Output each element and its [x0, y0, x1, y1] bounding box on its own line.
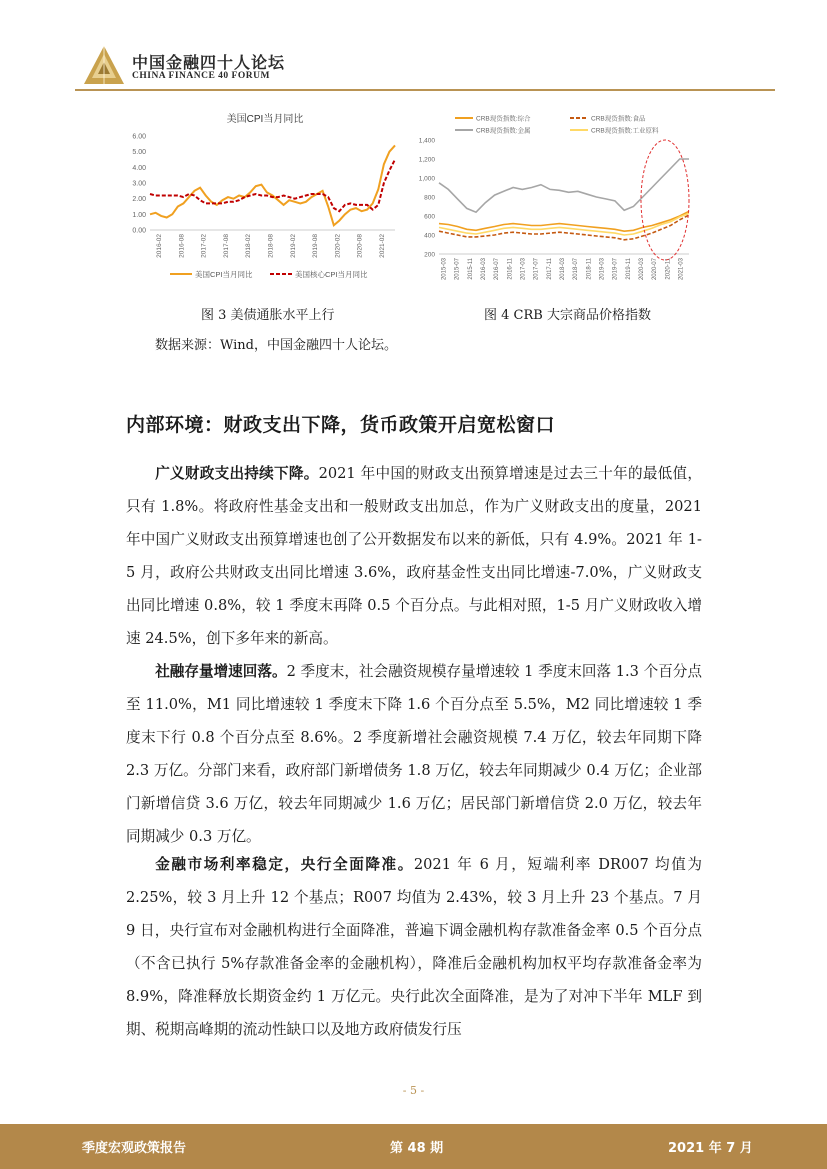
paragraph-social-financing	[126, 655, 702, 853]
x-tick-label: 2016-03	[481, 258, 488, 281]
x-tick-label: 2017-08	[222, 234, 230, 258]
x-tick-label: 2020-11	[665, 258, 672, 280]
figure-3-caption: 图 3 美债通胀水平上行	[201, 308, 335, 323]
series-line	[439, 159, 689, 212]
y-tick-label: 400	[424, 232, 435, 240]
y-tick-label: 600	[424, 213, 435, 221]
x-tick-label: 2015-07	[454, 258, 461, 281]
x-tick-label: 2018-11	[586, 258, 593, 280]
x-tick-label: 2020-08	[356, 234, 364, 258]
paragraph-fiscal	[126, 457, 702, 655]
y-tick-label: 1,200	[418, 156, 435, 164]
org-name-cn: 中国金融四十人论坛	[132, 53, 286, 72]
x-tick-label: 2020-03	[638, 258, 645, 281]
data-source-note: 数据来源：Wind，中国金融四十人论坛。	[155, 338, 397, 353]
legend-label: 美国核心CPI当月同比	[295, 270, 368, 279]
legend-label: CRB现货指数:综合	[476, 115, 531, 123]
x-tick-label: 2020-02	[334, 234, 342, 258]
x-tick-label: 2016-07	[494, 258, 501, 281]
y-tick-label: 4.00	[132, 164, 146, 172]
legend-label: 美国CPI当月同比	[195, 270, 253, 279]
figure-4-caption: 图 4 CRB 大宗商品价格指数	[484, 308, 651, 323]
y-tick-label: 3.00	[132, 180, 146, 188]
chart-title: 美国CPI当月同比	[226, 114, 304, 125]
header-divider	[75, 89, 775, 91]
highlight-ellipse	[641, 140, 689, 260]
x-tick-label: 2019-11	[625, 258, 632, 280]
section-title: 内部环境：财政支出下降，货币政策开启宽松窗口	[126, 414, 556, 436]
legend-label: CRB现货指数:金属	[476, 127, 531, 135]
footer-issue: 第 48 期	[390, 1141, 444, 1156]
x-tick-label: 2016-11	[507, 258, 514, 280]
x-tick-label: 2015-11	[467, 258, 474, 280]
paragraph-market-rates	[126, 848, 702, 1046]
series-line	[150, 160, 395, 212]
y-tick-label: 1,400	[418, 137, 435, 145]
x-tick-label: 2018-08	[267, 234, 275, 258]
footer-date: 2021 年 7 月	[668, 1141, 753, 1156]
y-tick-label: 2.00	[132, 196, 146, 204]
footer-report-name: 季度宏观政策报告	[82, 1141, 187, 1156]
legend-label: CRB现货指数:食品	[591, 115, 646, 123]
x-tick-label: 2018-02	[245, 234, 253, 258]
x-tick-label: 2021-03	[678, 258, 685, 281]
x-tick-label: 2016-08	[178, 234, 186, 258]
x-tick-label: 2018-07	[573, 258, 580, 281]
paragraph-lead: 金融市场利率稳定，央行全面降准。	[155, 856, 414, 873]
series-line	[150, 145, 395, 225]
page-footer	[0, 1124, 827, 1169]
y-tick-label: 200	[424, 251, 435, 259]
us-cpi-chart	[120, 108, 410, 288]
crb-index-chart	[415, 108, 700, 288]
x-tick-label: 2017-02	[200, 234, 208, 258]
y-tick-label: 800	[424, 194, 435, 202]
paragraph-text: 2021 年中国的财政支出预算增速是过去三十年的最低值，只有 1.8%。将政府性基金支出和一般财政支出加总，作为广义财政支出的度量，2021 年中国广义财政支出预算增速也创了公开数据发布以来的新低，只有 4.9%。2021 年 1-5 月，政府公共财政支出同比增速 3.6%，政府基金性支出同比增速-7.0%，广义财政支出同比增速 0.8%，较 1 季度末再降 0.5 个百分点。与此相对照，1-5 月广义财政收入增速 24.5%，创下多年来的新高。	[126, 465, 702, 647]
legend-label: CRB现货指数:工业原料	[591, 127, 659, 135]
y-tick-label: 1,000	[418, 175, 435, 183]
x-tick-label: 2017-07	[533, 258, 540, 281]
y-tick-label: 5.00	[132, 149, 146, 157]
paragraph-lead: 广义财政支出持续下降。	[155, 465, 319, 482]
x-tick-label: 2019-03	[599, 258, 606, 281]
y-tick-label: 0.00	[132, 227, 146, 235]
x-tick-label: 2018-03	[560, 258, 566, 281]
x-tick-label: 2019-02	[289, 234, 297, 258]
x-tick-label: 2021-02	[378, 234, 386, 258]
paragraph-text: 2021 年 6 月，短端利率 DR007 均值为 2.25%，较 3 月上升 12 个基点；R007 均值为 2.43%，较 3 月上升 23 个基点。7 月 9 日，央行宣布对金融机构进行全面降准，普遍下调金融机构存款准备金率 0.5 个百分点（不含已执行 5%存款准备金率的金融机构），降准后金融机构加权平均存款准备金率为 8.9%，降准释放长期资金约 1 万亿元。央行此次全面降准，是为了对冲下半年 MLF 到期、税期高峰期的流动性缺口以及地方政府债发行压	[126, 856, 702, 1038]
x-tick-label: 2020-07	[652, 258, 659, 281]
x-tick-label: 2019-08	[312, 234, 320, 258]
y-tick-label: 1.00	[132, 211, 146, 219]
forum-logo-icon	[82, 44, 126, 88]
x-tick-label: 2016-02	[156, 234, 164, 258]
org-name-en: CHINA FINANCE 40 FORUM	[132, 71, 270, 81]
x-tick-label: 2015-03	[441, 258, 448, 281]
x-tick-label: 2017-11	[546, 258, 553, 280]
page-number: - 5 -	[402, 1084, 425, 1097]
y-tick-label: 6.00	[132, 133, 146, 141]
paragraph-text: 2 季度末，社会融资规模存量增速较 1 季度末回落 1.3 个百分点至 11.0%，M1 同比增速较 1 季度末下降 1.6 个百分点至 5.5%，M2 同比增速较 1 季度末下行 0.8 个百分点至 8.6%。2 季度新增社会融资规模 7.4 万亿，较去年同期下降 2.3 万亿。分部门来看，政府部门新增债务 1.8 万亿，较去年同期减少 0.4 万亿；企业部门新增信贷 3.6 万亿，较去年同期减少 1.6 万亿；居民部门新增信贷 2.0 万亿，较去年同期减少 0.3 万亿。	[126, 663, 702, 845]
paragraph-lead: 社融存量增速回落。	[155, 663, 287, 680]
x-tick-label: 2017-03	[520, 258, 527, 281]
page-header	[0, 0, 827, 95]
x-tick-label: 2019-07	[612, 258, 619, 281]
